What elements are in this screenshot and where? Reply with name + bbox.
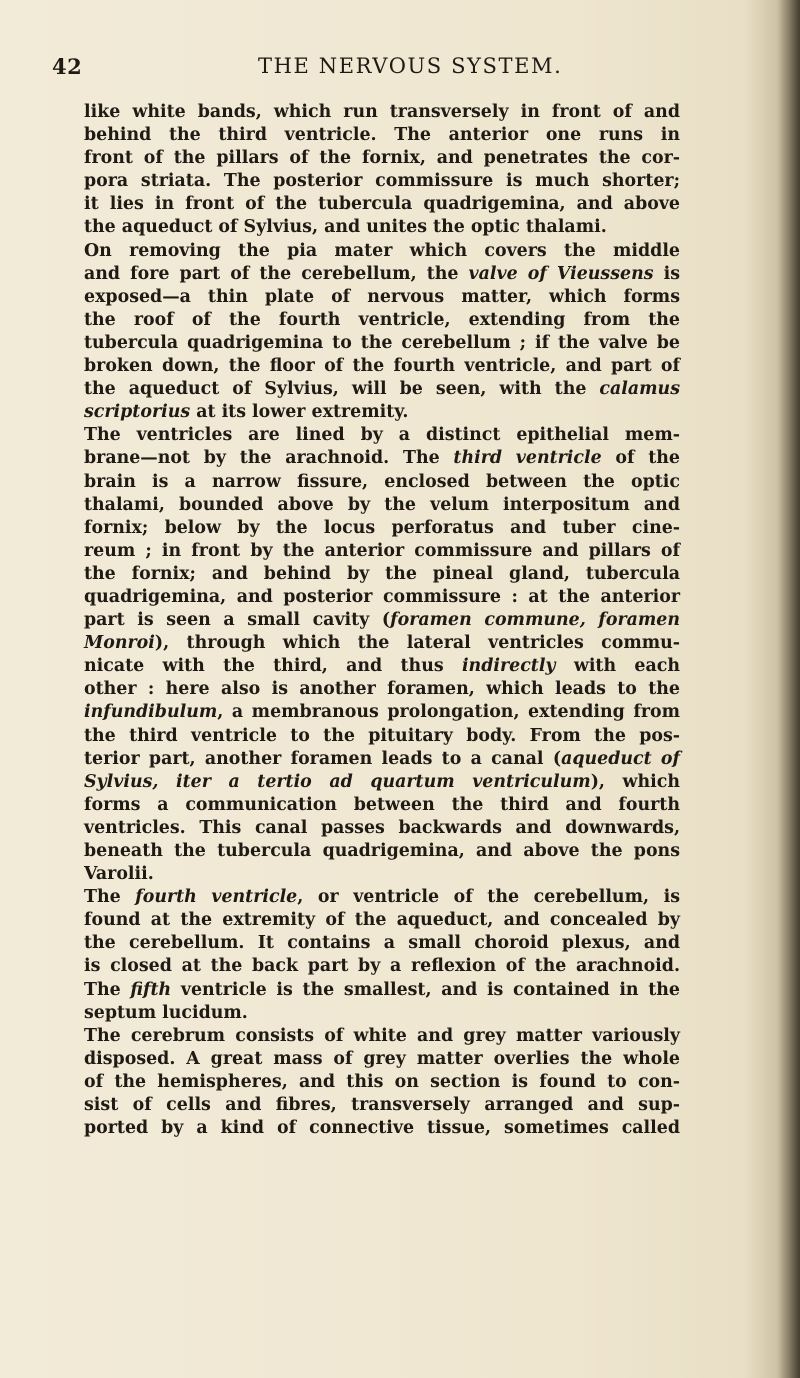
text-segment: On removing the pia mater which covers the middle: [84, 240, 680, 261]
text-segment: ventricles. This canal passes backwards and downwards,: [84, 817, 680, 838]
text-segment: the cerebellum. It contains a small choroid plexus, and: [84, 933, 680, 954]
italic-term: infundibulum: [84, 702, 218, 723]
text-line: [84, 147, 680, 170]
text-segment: is closed at the back part by a reflexion of the arachnoid.: [84, 956, 680, 977]
text-segment: septum lucidum.: [84, 1002, 248, 1023]
text-segment: front of the pillars of the fornix, and penetrates the cor-: [84, 148, 680, 169]
text-line: [84, 1002, 680, 1025]
text-segment: thalami, bounded above by the velum interpositum and: [84, 494, 680, 515]
text-line: [84, 517, 680, 540]
text-segment: the aqueduct of Sylvius, will be seen, with the: [84, 379, 600, 400]
text-segment: The ventricles are lined by a distinct epithelial mem-: [84, 425, 680, 446]
text-segment: of the: [601, 448, 680, 469]
text-segment: the roof of the fourth ventricle, extending from the: [84, 309, 680, 330]
text-line: [84, 771, 680, 794]
text-line: [84, 263, 680, 286]
text-line: [84, 170, 680, 193]
text-line: [84, 863, 680, 886]
italic-term: indirectly: [461, 656, 556, 677]
text-line: [84, 1094, 680, 1117]
text-segment: at its lower extremity.: [190, 402, 409, 423]
text-segment: exposed—a thin plate of nervous matter, which forms: [84, 286, 680, 307]
italic-term: fifth: [130, 979, 172, 1000]
text-segment: it lies in front of the tubercula quadrigemina, and above: [84, 194, 680, 215]
text-segment: beneath the tubercula quadrigemina, and above the pons: [84, 841, 680, 861]
text-line: [84, 424, 680, 447]
text-line: [84, 1117, 680, 1140]
text-line: [84, 355, 680, 378]
body-text: [84, 101, 680, 1140]
text-line: [84, 309, 680, 332]
italic-term: foramen commune, foramen: [390, 610, 681, 631]
text-line: [84, 725, 680, 748]
italic-term: third ventricle: [453, 448, 602, 469]
text-line: [84, 840, 680, 863]
italic-term: calamus: [599, 379, 680, 400]
text-segment: other : here also is another foramen, which leads to the: [84, 679, 680, 700]
text-line: [84, 1048, 680, 1071]
italic-term: fourth ventricle: [135, 887, 298, 908]
text-line: [84, 655, 680, 678]
italic-term: Monroi: [84, 633, 155, 654]
text-segment: reum ; in front by the anterior commissure and pillars of: [84, 540, 680, 561]
text-segment: and fore part of the cerebellum, the: [84, 263, 469, 284]
text-line: [84, 378, 680, 401]
text-segment: is: [653, 263, 681, 284]
text-segment: ), which: [590, 771, 680, 792]
text-segment: ventricle is the smallest, and is contained in the: [171, 979, 680, 1000]
text-segment: The: [84, 887, 136, 908]
text-segment: the fornix; and behind by the pineal gland, tubercula: [84, 563, 680, 584]
text-segment: brane—not by the arachnoid. The: [84, 448, 454, 469]
text-line: [84, 586, 680, 609]
text-segment: , or ventricle of the cerebellum, is: [297, 887, 680, 908]
text-line: [84, 216, 680, 239]
text-segment: broken down, the floor of the fourth ventricle, and part of: [84, 356, 680, 377]
text-line: [84, 955, 680, 978]
text-segment: fornix; below by the locus perforatus and tuber cine-: [84, 517, 680, 538]
text-line: [84, 678, 680, 701]
text-line: [84, 540, 680, 563]
text-line: [84, 701, 680, 724]
text-line: [84, 932, 680, 955]
text-segment: behind the third ventricle. The anterior one runs in: [84, 125, 680, 146]
text-line: [84, 909, 680, 932]
text-line: [84, 447, 680, 470]
italic-term: valve of Vieussens: [468, 263, 654, 284]
italic-term: aqueduct of: [561, 748, 680, 769]
page-gutter-shadow: [778, 0, 800, 1378]
text-segment: the aqueduct of Sylvius, and unites the optic thalami.: [84, 217, 607, 238]
page-header: [52, 54, 692, 86]
text-segment: tubercula quadrigemina to the cerebellum ; if the valve be: [84, 332, 680, 353]
text-segment: like white bands, which run transversely in front of and: [84, 102, 680, 122]
text-line: [84, 886, 680, 909]
text-line: [84, 332, 680, 355]
text-segment: part is seen a small cavity (: [84, 610, 391, 631]
text-segment: the third ventricle to the pituitary body. From the pos-: [84, 725, 680, 746]
text-line: [84, 286, 680, 309]
text-segment: of the hemispheres, and this on section is found to con-: [84, 1071, 680, 1092]
text-segment: pora striata. The posterior commissure is much shorter;: [84, 171, 680, 192]
text-line: [84, 979, 680, 1002]
text-line: [84, 748, 680, 771]
text-segment: ported by a kind of connective tissue, sometimes called: [84, 1118, 680, 1139]
text-segment: , a membranous prolongation, extending from: [217, 702, 680, 723]
text-line: [84, 817, 680, 840]
text-segment: sist of cells and fibres, transversely arranged and sup-: [84, 1095, 680, 1116]
text-segment: quadrigemina, and posterior commissure : at the anterior: [84, 586, 680, 607]
text-segment: nicate with the third, and thus: [84, 656, 462, 677]
text-line: [84, 124, 680, 147]
text-segment: ), through which the lateral ventricles commu-: [154, 633, 680, 654]
text-segment: forms a communication between the third and fourth: [84, 794, 680, 815]
text-line: [84, 794, 680, 817]
text-segment: disposed. A great mass of grey matter overlies the whole: [84, 1048, 680, 1069]
text-segment: terior part, another foramen leads to a canal (: [84, 748, 562, 769]
text-line: [84, 563, 680, 586]
text-segment: Varolii.: [84, 864, 154, 885]
text-line: [84, 609, 680, 632]
text-line: [84, 401, 680, 424]
text-segment: The cerebrum consists of white and grey matter variously: [84, 1025, 680, 1046]
text-line: [84, 632, 680, 655]
text-segment: found at the extremity of the aqueduct, and concealed by: [84, 910, 680, 931]
page-number: 42: [52, 54, 83, 79]
text-line: [84, 101, 680, 124]
text-segment: with each: [555, 656, 680, 677]
text-line: [84, 1025, 680, 1048]
text-segment: The: [84, 979, 131, 1000]
running-head: THE NERVOUS SYSTEM.: [258, 54, 563, 78]
italic-term: scriptorius: [84, 402, 191, 423]
text-line: [84, 240, 680, 263]
text-line: [84, 193, 680, 216]
text-line: [84, 494, 680, 517]
text-segment: brain is a narrow fissure, enclosed between the optic: [84, 471, 680, 492]
text-line: [84, 471, 680, 494]
text-line: [84, 1071, 680, 1094]
italic-term: Sylvius, iter a tertio ad quartum ventriculum: [84, 771, 591, 792]
